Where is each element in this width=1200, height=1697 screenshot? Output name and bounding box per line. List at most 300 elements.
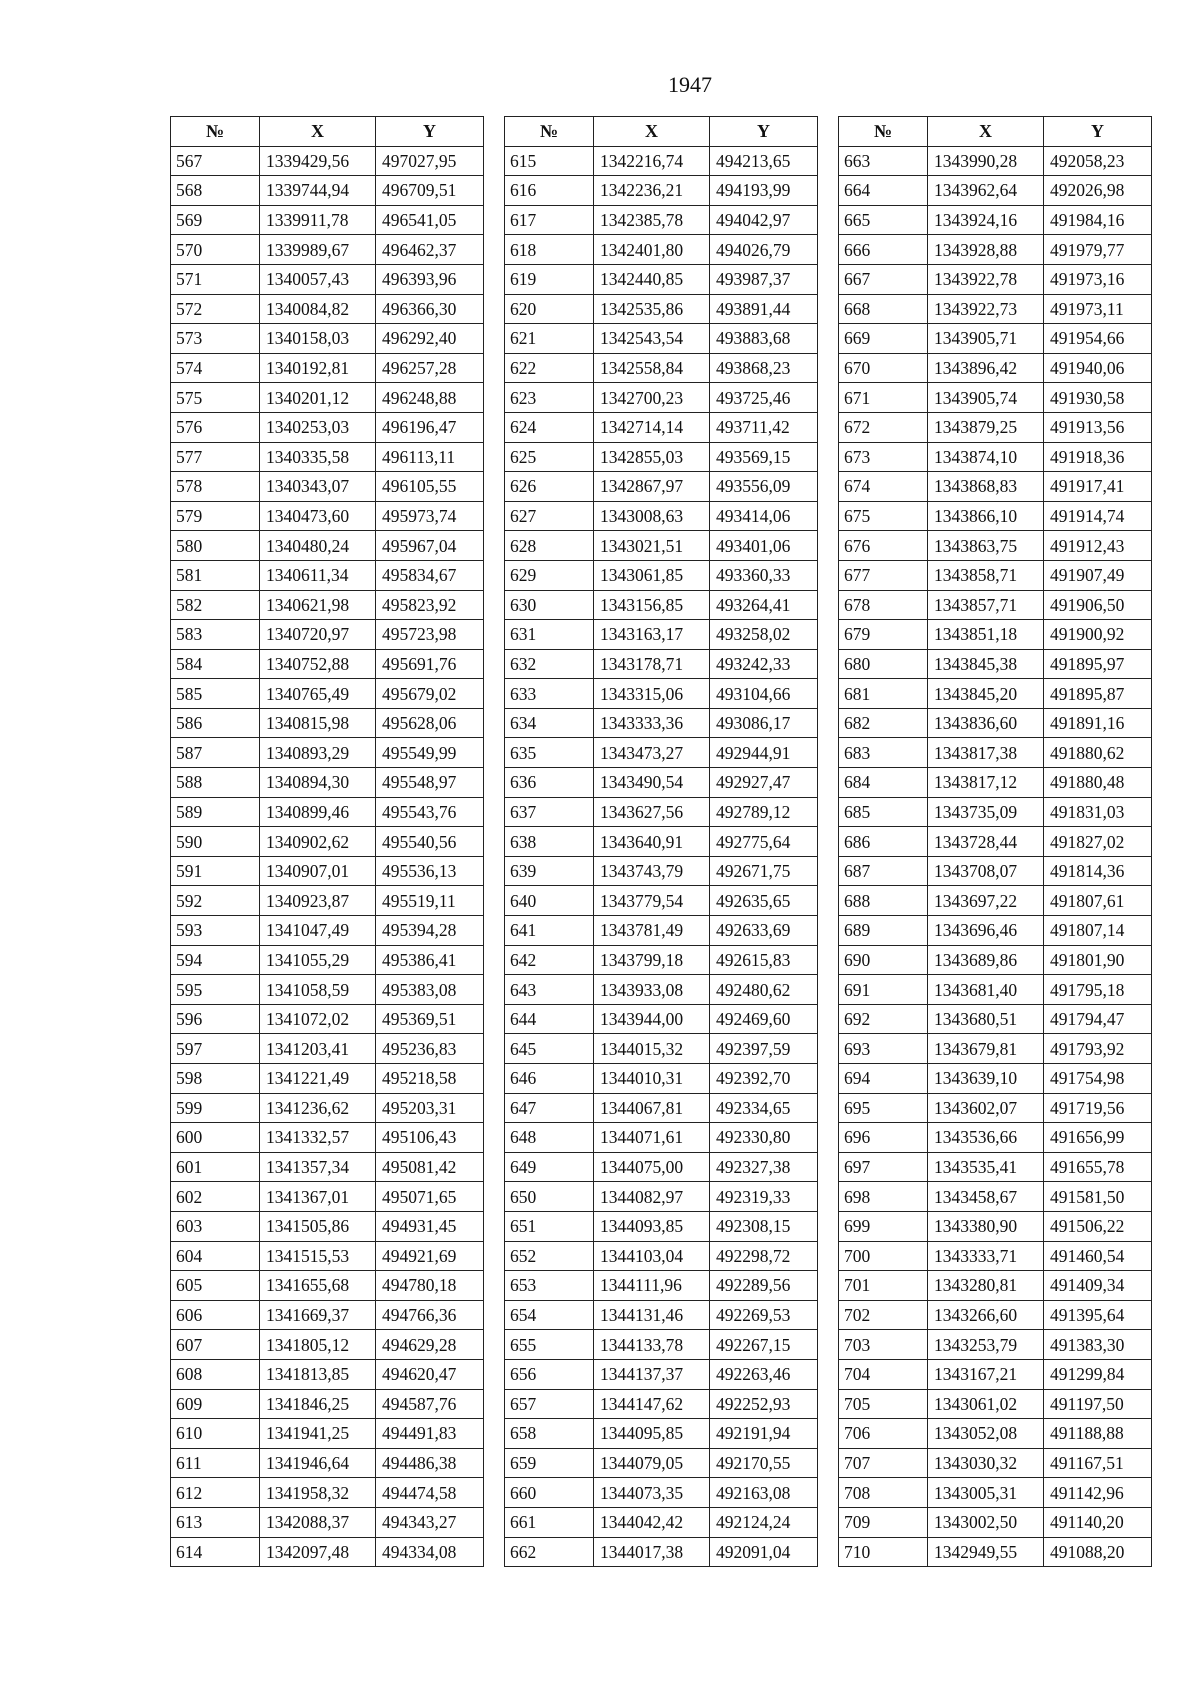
y-coordinate-cell: 492163,08: [710, 1478, 818, 1508]
y-coordinate-cell: 491754,98: [1044, 1064, 1152, 1094]
y-coordinate-cell: 493258,02: [710, 620, 818, 650]
table-row: [505, 649, 818, 679]
y-coordinate-cell: 492397,59: [710, 1034, 818, 1064]
coordinate-table-3: [838, 116, 1152, 1567]
x-coordinate-cell: 1343333,36: [594, 708, 710, 738]
table-row: [839, 916, 1152, 946]
column-header-number: №: [505, 117, 594, 147]
x-coordinate-cell: 1343924,16: [928, 205, 1044, 235]
table-row: [839, 412, 1152, 442]
table-row: [171, 1330, 484, 1360]
point-number-cell: 642: [505, 945, 594, 975]
x-coordinate-cell: 1343896,42: [928, 353, 1044, 383]
point-number-cell: 605: [171, 1271, 260, 1301]
x-coordinate-cell: 1343458,67: [928, 1182, 1044, 1212]
y-coordinate-cell: 491299,84: [1044, 1359, 1152, 1389]
x-coordinate-cell: 1343639,10: [928, 1064, 1044, 1094]
y-coordinate-cell: 491979,77: [1044, 235, 1152, 265]
x-coordinate-cell: 1342558,84: [594, 353, 710, 383]
point-number-cell: 620: [505, 294, 594, 324]
table-row: [839, 1152, 1152, 1182]
point-number-cell: 694: [839, 1064, 928, 1094]
table-row: [171, 1004, 484, 1034]
y-coordinate-cell: 495081,42: [376, 1152, 484, 1182]
page-number: 1947: [668, 72, 712, 97]
x-coordinate-cell: 1343817,12: [928, 768, 1044, 798]
table-row: [171, 708, 484, 738]
point-number-cell: 697: [839, 1152, 928, 1182]
y-coordinate-cell: 495106,43: [376, 1123, 484, 1153]
x-coordinate-cell: 1343735,09: [928, 797, 1044, 827]
point-number-cell: 698: [839, 1182, 928, 1212]
y-coordinate-cell: 491801,90: [1044, 945, 1152, 975]
y-coordinate-cell: 491984,16: [1044, 205, 1152, 235]
point-number-cell: 671: [839, 383, 928, 413]
point-number-cell: 679: [839, 620, 928, 650]
y-coordinate-cell: 493086,17: [710, 708, 818, 738]
point-number-cell: 629: [505, 560, 594, 590]
table-row: [505, 1093, 818, 1123]
x-coordinate-cell: 1341236,62: [260, 1093, 376, 1123]
y-coordinate-cell: 495679,02: [376, 679, 484, 709]
point-number-cell: 705: [839, 1389, 928, 1419]
x-coordinate-cell: 1341846,25: [260, 1389, 376, 1419]
table-row: [839, 856, 1152, 886]
y-coordinate-cell: 493556,09: [710, 472, 818, 502]
x-coordinate-cell: 1343030,32: [928, 1448, 1044, 1478]
y-coordinate-cell: 496541,05: [376, 205, 484, 235]
table-row: [171, 146, 484, 176]
table-row: [505, 1507, 818, 1537]
x-coordinate-cell: 1344071,61: [594, 1123, 710, 1153]
x-coordinate-cell: 1341655,68: [260, 1271, 376, 1301]
point-number-cell: 578: [171, 472, 260, 502]
x-coordinate-cell: 1342700,23: [594, 383, 710, 413]
y-coordinate-cell: 491912,43: [1044, 531, 1152, 561]
table-row: [505, 205, 818, 235]
table-row: [839, 620, 1152, 650]
x-coordinate-cell: 1342097,48: [260, 1537, 376, 1567]
table-row: [505, 916, 818, 946]
table-row: [171, 472, 484, 502]
point-number-cell: 691: [839, 975, 928, 1005]
y-coordinate-cell: 491831,03: [1044, 797, 1152, 827]
table-row: [839, 1034, 1152, 1064]
table-row: [839, 264, 1152, 294]
point-number-cell: 707: [839, 1448, 928, 1478]
x-coordinate-cell: 1343962,64: [928, 176, 1044, 206]
y-coordinate-cell: 492469,60: [710, 1004, 818, 1034]
y-coordinate-cell: 492289,56: [710, 1271, 818, 1301]
table-row: [839, 531, 1152, 561]
x-coordinate-cell: 1340752,88: [260, 649, 376, 679]
point-number-cell: 599: [171, 1093, 260, 1123]
y-coordinate-cell: 491900,92: [1044, 620, 1152, 650]
x-coordinate-cell: 1344067,81: [594, 1093, 710, 1123]
y-coordinate-cell: 492269,53: [710, 1300, 818, 1330]
x-coordinate-cell: 1341203,41: [260, 1034, 376, 1064]
point-number-cell: 684: [839, 768, 928, 798]
table-row: [839, 1123, 1152, 1153]
table-row: [171, 235, 484, 265]
x-coordinate-cell: 1343005,31: [928, 1478, 1044, 1508]
y-coordinate-cell: 491794,47: [1044, 1004, 1152, 1034]
y-coordinate-cell: 496113,11: [376, 442, 484, 472]
x-coordinate-cell: 1343061,02: [928, 1389, 1044, 1419]
y-coordinate-cell: 492775,64: [710, 827, 818, 857]
table-row: [171, 975, 484, 1005]
point-number-cell: 690: [839, 945, 928, 975]
x-coordinate-cell: 1343708,07: [928, 856, 1044, 886]
point-number-cell: 660: [505, 1478, 594, 1508]
point-number-cell: 635: [505, 738, 594, 768]
y-coordinate-cell: 492327,38: [710, 1152, 818, 1182]
table-row: [505, 472, 818, 502]
table-row: [505, 1389, 818, 1419]
point-number-cell: 575: [171, 383, 260, 413]
x-coordinate-cell: 1343922,78: [928, 264, 1044, 294]
table-row: [171, 176, 484, 206]
table-row: [505, 945, 818, 975]
table-row: [505, 1271, 818, 1301]
table-row: [171, 738, 484, 768]
point-number-cell: 579: [171, 501, 260, 531]
y-coordinate-cell: 495369,51: [376, 1004, 484, 1034]
point-number-cell: 625: [505, 442, 594, 472]
table-row: [839, 1330, 1152, 1360]
table-row: [839, 1419, 1152, 1449]
point-number-cell: 574: [171, 353, 260, 383]
point-number-cell: 585: [171, 679, 260, 709]
x-coordinate-cell: 1343874,10: [928, 442, 1044, 472]
x-coordinate-cell: 1339744,94: [260, 176, 376, 206]
point-number-cell: 583: [171, 620, 260, 650]
table-row: [171, 1300, 484, 1330]
y-coordinate-cell: 491807,14: [1044, 916, 1152, 946]
table-row: [171, 945, 484, 975]
table-row: [505, 738, 818, 768]
table-row: [171, 412, 484, 442]
y-coordinate-cell: 492124,24: [710, 1507, 818, 1537]
point-number-cell: 680: [839, 649, 928, 679]
x-coordinate-cell: 1341941,25: [260, 1419, 376, 1449]
point-number-cell: 573: [171, 324, 260, 354]
x-coordinate-cell: 1343536,66: [928, 1123, 1044, 1153]
table-row: [505, 531, 818, 561]
table-row: [839, 1182, 1152, 1212]
point-number-cell: 655: [505, 1330, 594, 1360]
point-number-cell: 706: [839, 1419, 928, 1449]
x-coordinate-cell: 1344133,78: [594, 1330, 710, 1360]
table-row: [839, 235, 1152, 265]
point-number-cell: 695: [839, 1093, 928, 1123]
table-row: [505, 146, 818, 176]
y-coordinate-cell: 491917,41: [1044, 472, 1152, 502]
table-row: [505, 501, 818, 531]
point-number-cell: 654: [505, 1300, 594, 1330]
table-row: [505, 1241, 818, 1271]
y-coordinate-cell: 492633,69: [710, 916, 818, 946]
point-number-cell: 602: [171, 1182, 260, 1212]
x-coordinate-cell: 1343922,73: [928, 294, 1044, 324]
point-number-cell: 633: [505, 679, 594, 709]
table-row: [171, 916, 484, 946]
x-coordinate-cell: 1341946,64: [260, 1448, 376, 1478]
y-coordinate-cell: 492267,15: [710, 1330, 818, 1360]
y-coordinate-cell: 495628,06: [376, 708, 484, 738]
table-row: [171, 886, 484, 916]
y-coordinate-cell: 496257,28: [376, 353, 484, 383]
x-coordinate-cell: 1342385,78: [594, 205, 710, 235]
table-row: [839, 590, 1152, 620]
point-number-cell: 686: [839, 827, 928, 857]
point-number-cell: 710: [839, 1537, 928, 1567]
y-coordinate-cell: 494026,79: [710, 235, 818, 265]
x-coordinate-cell: 1339911,78: [260, 205, 376, 235]
point-number-cell: 693: [839, 1034, 928, 1064]
x-coordinate-cell: 1343697,22: [928, 886, 1044, 916]
table-row: [505, 1064, 818, 1094]
x-coordinate-cell: 1343627,56: [594, 797, 710, 827]
table-row: [505, 1182, 818, 1212]
y-coordinate-cell: 491581,50: [1044, 1182, 1152, 1212]
y-coordinate-cell: 496105,55: [376, 472, 484, 502]
table-row: [839, 176, 1152, 206]
x-coordinate-cell: 1344137,37: [594, 1359, 710, 1389]
table-row: [171, 1419, 484, 1449]
point-number-cell: 643: [505, 975, 594, 1005]
y-coordinate-cell: 491918,36: [1044, 442, 1152, 472]
y-coordinate-cell: 494620,47: [376, 1359, 484, 1389]
table-header-row: [839, 117, 1152, 147]
x-coordinate-cell: 1340192,81: [260, 353, 376, 383]
table-row: [839, 886, 1152, 916]
x-coordinate-cell: 1343928,88: [928, 235, 1044, 265]
x-coordinate-cell: 1343799,18: [594, 945, 710, 975]
x-coordinate-cell: 1343779,54: [594, 886, 710, 916]
table-row: [505, 294, 818, 324]
x-coordinate-cell: 1344147,62: [594, 1389, 710, 1419]
y-coordinate-cell: 491914,74: [1044, 501, 1152, 531]
point-number-cell: 592: [171, 886, 260, 916]
y-coordinate-cell: 495823,92: [376, 590, 484, 620]
x-coordinate-cell: 1343333,71: [928, 1241, 1044, 1271]
y-coordinate-cell: 496709,51: [376, 176, 484, 206]
point-number-cell: 656: [505, 1359, 594, 1389]
y-coordinate-cell: 492615,83: [710, 945, 818, 975]
y-coordinate-cell: 494474,58: [376, 1478, 484, 1508]
y-coordinate-cell: 494931,45: [376, 1211, 484, 1241]
point-number-cell: 613: [171, 1507, 260, 1537]
y-coordinate-cell: 491907,49: [1044, 560, 1152, 590]
y-coordinate-cell: 491188,88: [1044, 1419, 1152, 1449]
y-coordinate-cell: 496292,40: [376, 324, 484, 354]
table-row: [839, 975, 1152, 1005]
y-coordinate-cell: 493104,66: [710, 679, 818, 709]
y-coordinate-cell: 495548,97: [376, 768, 484, 798]
y-coordinate-cell: 491913,56: [1044, 412, 1152, 442]
point-number-cell: 644: [505, 1004, 594, 1034]
point-number-cell: 648: [505, 1123, 594, 1153]
table-row: [171, 827, 484, 857]
x-coordinate-cell: 1339429,56: [260, 146, 376, 176]
y-coordinate-cell: 493883,68: [710, 324, 818, 354]
point-number-cell: 606: [171, 1300, 260, 1330]
table-row: [505, 176, 818, 206]
x-coordinate-cell: 1343535,41: [928, 1152, 1044, 1182]
point-number-cell: 645: [505, 1034, 594, 1064]
table-row: [171, 1093, 484, 1123]
x-coordinate-cell: 1344093,85: [594, 1211, 710, 1241]
table-row: [839, 146, 1152, 176]
x-coordinate-cell: 1343851,18: [928, 620, 1044, 650]
table-row: [839, 1300, 1152, 1330]
point-number-cell: 581: [171, 560, 260, 590]
table-row: [839, 738, 1152, 768]
point-number-cell: 582: [171, 590, 260, 620]
table-row: [839, 649, 1152, 679]
table-row: [505, 1211, 818, 1241]
y-coordinate-cell: 492308,15: [710, 1211, 818, 1241]
y-coordinate-cell: 495236,83: [376, 1034, 484, 1064]
y-coordinate-cell: 492263,46: [710, 1359, 818, 1389]
table-row: [839, 1359, 1152, 1389]
point-number-cell: 595: [171, 975, 260, 1005]
y-coordinate-cell: 495203,31: [376, 1093, 484, 1123]
y-coordinate-cell: 491973,11: [1044, 294, 1152, 324]
x-coordinate-cell: 1341515,53: [260, 1241, 376, 1271]
y-coordinate-cell: 495218,58: [376, 1064, 484, 1094]
point-number-cell: 596: [171, 1004, 260, 1034]
x-coordinate-cell: 1340343,07: [260, 472, 376, 502]
point-number-cell: 611: [171, 1448, 260, 1478]
point-number-cell: 588: [171, 768, 260, 798]
point-number-cell: 616: [505, 176, 594, 206]
y-coordinate-cell: 493242,33: [710, 649, 818, 679]
y-coordinate-cell: 491395,64: [1044, 1300, 1152, 1330]
table-row: [839, 1241, 1152, 1271]
x-coordinate-cell: 1342543,54: [594, 324, 710, 354]
x-coordinate-cell: 1341047,49: [260, 916, 376, 946]
point-number-cell: 689: [839, 916, 928, 946]
x-coordinate-cell: 1343280,81: [928, 1271, 1044, 1301]
coordinate-table-1: [170, 116, 484, 1567]
table-row: [839, 324, 1152, 354]
x-coordinate-cell: 1341357,34: [260, 1152, 376, 1182]
column-header-x: X: [260, 117, 376, 147]
table-row: [839, 945, 1152, 975]
x-coordinate-cell: 1344042,42: [594, 1507, 710, 1537]
table-row: [171, 679, 484, 709]
point-number-cell: 601: [171, 1152, 260, 1182]
point-number-cell: 704: [839, 1359, 928, 1389]
column-header-x: X: [594, 117, 710, 147]
x-coordinate-cell: 1339989,67: [260, 235, 376, 265]
point-number-cell: 576: [171, 412, 260, 442]
point-number-cell: 569: [171, 205, 260, 235]
x-coordinate-cell: 1341055,29: [260, 945, 376, 975]
y-coordinate-cell: 494780,18: [376, 1271, 484, 1301]
point-number-cell: 609: [171, 1389, 260, 1419]
point-number-cell: 683: [839, 738, 928, 768]
x-coordinate-cell: 1343640,91: [594, 827, 710, 857]
y-coordinate-cell: 494343,27: [376, 1507, 484, 1537]
x-coordinate-cell: 1343679,81: [928, 1034, 1044, 1064]
x-coordinate-cell: 1343905,71: [928, 324, 1044, 354]
point-number-cell: 618: [505, 235, 594, 265]
table-row: [839, 1271, 1152, 1301]
point-number-cell: 604: [171, 1241, 260, 1271]
y-coordinate-cell: 491906,50: [1044, 590, 1152, 620]
y-coordinate-cell: 491719,56: [1044, 1093, 1152, 1123]
y-coordinate-cell: 491656,99: [1044, 1123, 1152, 1153]
table-row: [171, 1034, 484, 1064]
x-coordinate-cell: 1344095,85: [594, 1419, 710, 1449]
x-coordinate-cell: 1343163,17: [594, 620, 710, 650]
x-coordinate-cell: 1343743,79: [594, 856, 710, 886]
y-coordinate-cell: 492392,70: [710, 1064, 818, 1094]
y-coordinate-cell: 492026,98: [1044, 176, 1152, 206]
point-number-cell: 653: [505, 1271, 594, 1301]
point-number-cell: 669: [839, 324, 928, 354]
x-coordinate-cell: 1344015,32: [594, 1034, 710, 1064]
y-coordinate-cell: 493414,06: [710, 501, 818, 531]
x-coordinate-cell: 1340765,49: [260, 679, 376, 709]
y-coordinate-cell: 492944,91: [710, 738, 818, 768]
y-coordinate-cell: 494193,99: [710, 176, 818, 206]
point-number-cell: 631: [505, 620, 594, 650]
table-row: [171, 560, 484, 590]
y-coordinate-cell: 491954,66: [1044, 324, 1152, 354]
column-header-number: №: [839, 117, 928, 147]
x-coordinate-cell: 1343858,71: [928, 560, 1044, 590]
x-coordinate-cell: 1343866,10: [928, 501, 1044, 531]
table-row: [505, 590, 818, 620]
table-row: [171, 1064, 484, 1094]
point-number-cell: 646: [505, 1064, 594, 1094]
point-number-cell: 699: [839, 1211, 928, 1241]
x-coordinate-cell: 1343266,60: [928, 1300, 1044, 1330]
x-coordinate-cell: 1340894,30: [260, 768, 376, 798]
y-coordinate-cell: 492671,75: [710, 856, 818, 886]
y-coordinate-cell: 491814,36: [1044, 856, 1152, 886]
y-coordinate-cell: 491880,48: [1044, 768, 1152, 798]
point-number-cell: 638: [505, 827, 594, 857]
y-coordinate-cell: 494486,38: [376, 1448, 484, 1478]
table-row: [839, 679, 1152, 709]
y-coordinate-cell: 491795,18: [1044, 975, 1152, 1005]
y-coordinate-cell: 495540,56: [376, 827, 484, 857]
table-header-row: [505, 117, 818, 147]
table-row: [839, 1507, 1152, 1537]
y-coordinate-cell: 496366,30: [376, 294, 484, 324]
x-coordinate-cell: 1340815,98: [260, 708, 376, 738]
x-coordinate-cell: 1343879,25: [928, 412, 1044, 442]
y-coordinate-cell: 494491,83: [376, 1419, 484, 1449]
point-number-cell: 603: [171, 1211, 260, 1241]
table-row: [505, 1152, 818, 1182]
x-coordinate-cell: 1342088,37: [260, 1507, 376, 1537]
point-number-cell: 674: [839, 472, 928, 502]
point-number-cell: 703: [839, 1330, 928, 1360]
column-header-number: №: [171, 117, 260, 147]
x-coordinate-cell: 1340621,98: [260, 590, 376, 620]
point-number-cell: 597: [171, 1034, 260, 1064]
point-number-cell: 677: [839, 560, 928, 590]
point-number-cell: 692: [839, 1004, 928, 1034]
x-coordinate-cell: 1344103,04: [594, 1241, 710, 1271]
table-row: [839, 383, 1152, 413]
